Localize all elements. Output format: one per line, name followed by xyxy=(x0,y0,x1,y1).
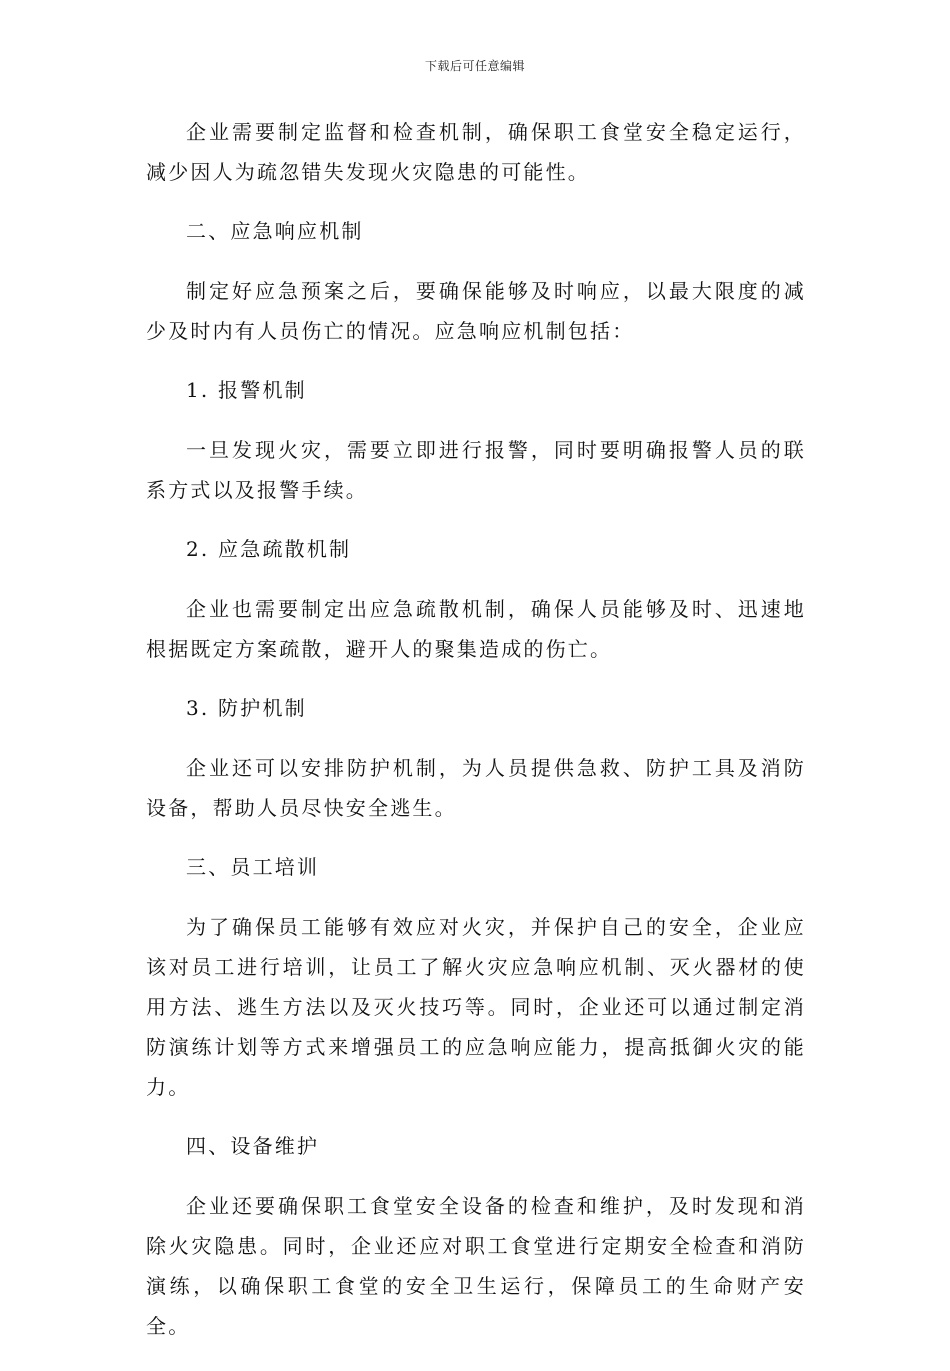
paragraph-protection: 企业还可以安排防护机制，为人员提供急救、防护工具及消防设备，帮助人员尽快安全逃生。 xyxy=(146,756,806,820)
paragraph-evacuation: 企业也需要制定出应急疏散机制，确保人员能够及时、迅速地根据既定方案疏散，避开人的聚集造成的伤亡。 xyxy=(146,597,806,661)
heading-emergency-response: 二、应急响应机制 xyxy=(186,219,364,243)
paragraph-emergency-response: 制定好应急预案之后，要确保能够及时响应，以最大限度的减少及时内有人员伤亡的情况。应急响应机制包括： xyxy=(146,279,806,343)
paragraph-supervision: 企业需要制定监督和检查机制，确保职工食堂安全稳定运行，减少因人为疏忽错失发现火灾隐患的可能性。 xyxy=(146,120,806,184)
document-body xyxy=(146,112,806,1371)
heading-training: 三、员工培训 xyxy=(186,855,320,879)
header-note: 下载后可任意编辑 xyxy=(424,59,525,73)
heading-protection: 3. 防护机制 xyxy=(186,696,307,720)
heading-maintenance: 四、设备维护 xyxy=(186,1134,320,1158)
heading-alarm: 1. 报警机制 xyxy=(186,378,307,402)
paragraph-training: 为了确保员工能够有效应对火灾，并保护自己的安全，企业应该对员工进行培训，让员工了解火灾应急响应机制、灭火器材的使用方法、逃生方法以及灭火技巧等。同时，企业还可以通过制定消防演练计划等方式来增强员工的应急响应能力，提高抵御火灾的能力。 xyxy=(146,915,806,1099)
paragraph-alarm: 一旦发现火灾，需要立即进行报警，同时要明确报警人员的联系方式以及报警手续。 xyxy=(146,438,806,502)
heading-evacuation: 2. 应急疏散机制 xyxy=(186,537,352,561)
paragraph-maintenance: 企业还要确保职工食堂安全设备的检查和维护，及时发现和消除火灾隐患。同时，企业还应对职工食堂进行定期安全检查和消防演练，以确保职工食堂的安全卫生运行，保障员工的生命财产安全。 xyxy=(146,1194,806,1338)
